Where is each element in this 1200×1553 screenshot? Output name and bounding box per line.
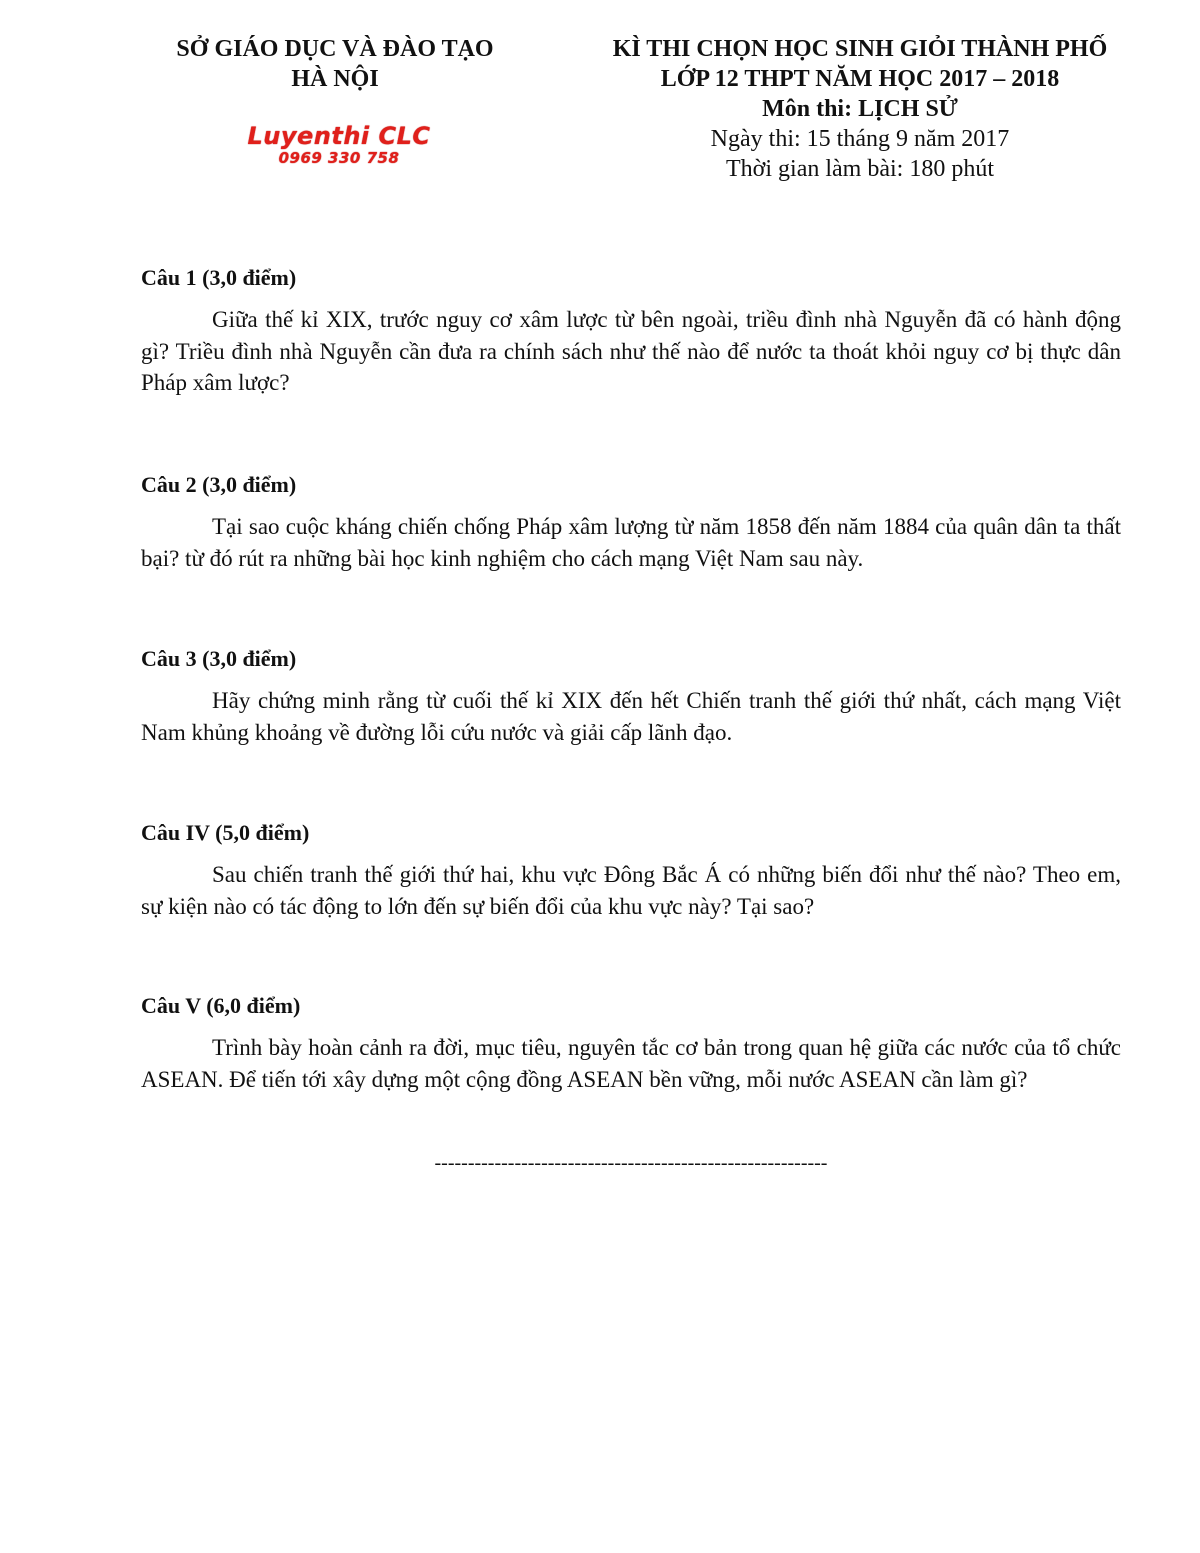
question-3 (141, 643, 1121, 748)
question-title: Câu V (6,0 điểm) (141, 993, 301, 1018)
end-divider: ----------------------------------------------------------- (434, 1152, 828, 1174)
exam-date: Ngày thi: 15 tháng 9 năm 2017 (710, 126, 1010, 152)
question-text: Trình bày hoàn cảnh ra đời, mục tiêu, nguyên tắc cơ bản trong quan hệ giữa các nước của tổ chức ASEAN. Để tiến tới xây dựng một cộng đồng ASEAN bền vững, mỗi nước ASEAN cần làm gì? (141, 1035, 1121, 1092)
exam-header (575, 34, 1145, 184)
city-name: HÀ NỘI (291, 66, 379, 92)
watermark-phone: 0969 330 758 (278, 149, 400, 167)
question-2 (141, 469, 1121, 574)
department-name: SỞ GIÁO DỤC VÀ ĐÀO TẠO (176, 36, 494, 62)
watermark-logo (224, 122, 454, 167)
exam-title: KÌ THI CHỌN HỌC SINH GIỎI THÀNH PHỐ (612, 36, 1108, 62)
question-title: Câu IV (5,0 điểm) (141, 820, 310, 845)
question-title: Câu 1 (3,0 điểm) (141, 265, 297, 290)
question-4 (141, 817, 1121, 922)
question-text: Tại sao cuộc kháng chiến chống Pháp xâm lượng từ năm 1858 đến năm 1884 của quân dân ta thất bại? từ đó rút ra những bài học kinh nghiệm cho cách mạng Việt Nam sau này. (141, 514, 1121, 571)
question-text: Hãy chứng minh rằng từ cuối thế kỉ XIX đến hết Chiến tranh thế giới thứ nhất, cách mạng Việt Nam khủng khoảng về đường lỗi cứu nước và giải cấp lãnh đạo. (141, 688, 1121, 745)
exam-duration: Thời gian làm bài: 180 phút (726, 156, 994, 182)
question-text: Sau chiến tranh thế giới thứ hai, khu vực Đông Bắc Á có những biến đổi như thế nào? Theo em, sự kiện nào có tác động to lớn đến sự biến đổi của khu vực này? Tại sao? (141, 862, 1121, 919)
question-title: Câu 2 (3,0 điểm) (141, 472, 297, 497)
exam-grade-year: LỚP 12 THPT NĂM HỌC 2017 – 2018 (660, 66, 1060, 92)
question-5 (141, 990, 1121, 1095)
question-text: Giữa thế kỉ XIX, trước nguy cơ xâm lược từ bên ngoài, triều đình nhà Nguyễn đã có hành động gì? Triều đình nhà Nguyễn cần đưa ra chính sách như thế nào để nước ta thoát khỏi nguy cơ bị thực dân Pháp xâm lược? (141, 307, 1121, 395)
question-1 (141, 262, 1121, 399)
question-title: Câu 3 (3,0 điểm) (141, 646, 297, 671)
exam-subject: Môn thi: LỊCH SỬ (762, 96, 958, 122)
department-header (140, 34, 530, 94)
watermark-brand-name: Luyenthi CLC (247, 122, 431, 150)
